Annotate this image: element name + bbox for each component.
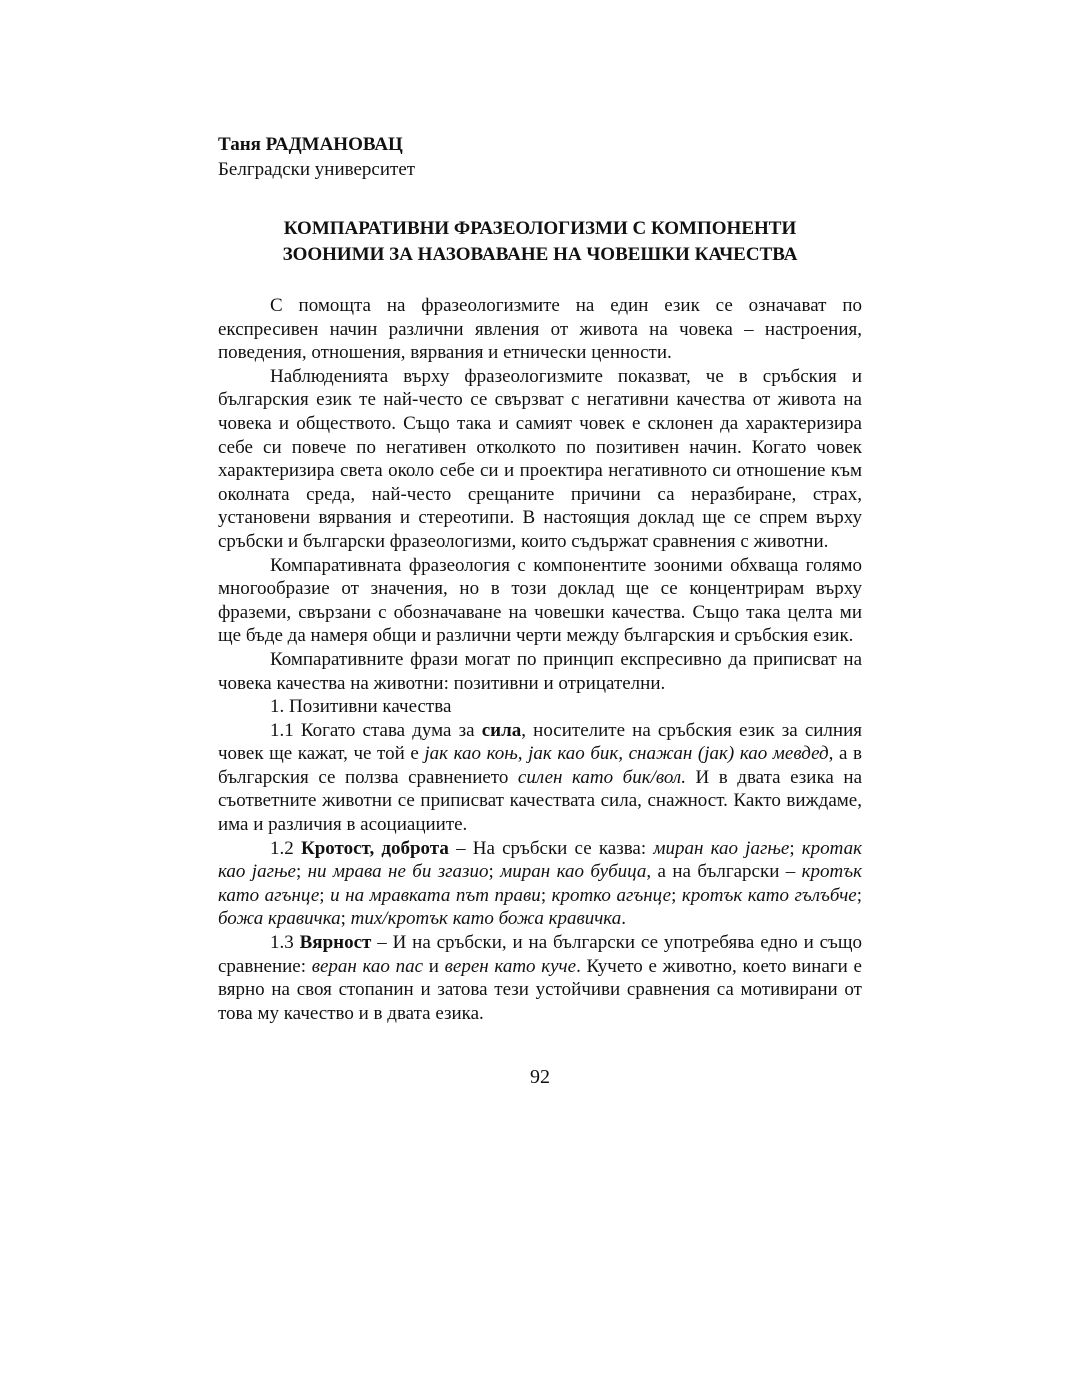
term-bold: сила (481, 719, 522, 741)
text-run: 1.3 (270, 932, 300, 954)
text-run: ; (488, 861, 501, 883)
text-run: , а на български – (646, 861, 802, 883)
example-italic: кротък като гълъбче (681, 884, 857, 906)
term-bold: Вярност (299, 932, 372, 954)
example-italic: тих/кротък като божа кравичка (350, 908, 622, 930)
author-affiliation: Белградски университет (218, 159, 416, 180)
example-italic: кротак као јагње (218, 837, 863, 883)
text-run: , носителите на сръбския език за силния човек ще кажат, че той е (218, 719, 862, 765)
text-run: ; (540, 884, 552, 906)
paragraph-4: Компаративните фрази могат по принцип експресивно да приписват на човека качества на животни: позитивни и отрицателни. (218, 648, 862, 694)
paragraph-1: С помощта на фразеологизмите на един език се означават по експресивен начин различни явления от живота на човека – настроения, поведения, отношения, вярвания и етнически ценности. (218, 295, 862, 364)
text-run: и (423, 955, 445, 977)
text-run: – И на сръбски, и на български се употребява едно и също сравнение: (218, 932, 863, 977)
text-run: ; (671, 884, 682, 906)
example-italic: кротко агънце (551, 884, 672, 906)
paragraph-3: Компаративната фразеология с компонентите зооними обхваща голямо многообразие от значения, но в този доклад ще се концентрирам върху фраземи, свързани с обозначаване на човешки качества. Също така целта ми ще бъде да намеря общи и различни черти между българския и сръбския език. (218, 554, 862, 647)
paper-page (218, 132, 862, 1025)
text-run: – На сръбски се казва: (448, 837, 654, 859)
paper-title (218, 216, 862, 268)
text-run: ; (789, 837, 802, 859)
paragraph-strength (218, 719, 862, 837)
example-italic: верен като куче (444, 955, 577, 977)
example-italic: силен като бик/вол. (517, 766, 686, 788)
text-run: ; (856, 884, 862, 906)
text-run: ; (340, 908, 351, 930)
body-text (218, 294, 862, 1025)
paragraph-2: Наблюденията върху фразеологизмите показват, че в сръбския и българския език те най-често се свързват с негативни качества от живота на човека и обществото. Също така и самият човек е склонен да характеризира себе си повече по негативен отколкото по позитивен начин. Когато човек характеризира света около себе си и проектира негативното си отношение към околната среда, най-често срещаните причини са неразбиране, страх, установени вярвания и стереотипи. В настоящия доклад ще се спрем върху сръбски и български фразеологизми, които съдържат сравнения с животни. (218, 365, 862, 552)
text-run: , а в българския се ползва сравнението (218, 743, 862, 788)
text-run: И в двата езика на съответните животни се приписват качествата сила, снажност. Както виждаме, има и различия в асоциациите. (218, 766, 863, 836)
text-run: . Кучето е животно, което винаги е вярно на своя стопанин и затова тези устойчиви сравнения са мотивирани от това му качество и в двата езика. (218, 955, 862, 1024)
example-italic: кротък като агънце (218, 861, 863, 906)
text-run: ; (295, 861, 308, 883)
example-italic: миран као јагње (653, 837, 790, 859)
title-line-2: ЗООНИМИ ЗА НАЗОВАВАНЕ НА ЧОВЕШКИ КАЧЕСТВА (282, 244, 798, 265)
section-heading-positive: 1. Позитивни качества (270, 696, 452, 718)
text-run: 1.1 Когато става дума за (270, 719, 482, 741)
page-number: 92 (530, 1066, 550, 1088)
author-name: Таня РАДМАНОВАЦ (218, 134, 403, 155)
example-italic: божа кравичка (218, 908, 341, 930)
paragraph-meekness (218, 837, 862, 931)
example-italic: јак као коњ, јак као бик, снажан (јак) као мевдед (424, 743, 829, 765)
text-run: 1.2 (270, 837, 301, 859)
example-italic: миран као бубица (500, 861, 647, 883)
title-line-1: КОМПАРАТИВНИ ФРАЗЕОЛОГИЗМИ С КОМПОНЕНТИ (283, 218, 797, 239)
term-bold: Кротост, доброта (300, 837, 449, 859)
paragraph-loyalty (218, 931, 862, 1025)
example-italic: и на мравката път прави (330, 884, 541, 906)
example-italic: веран као пас (311, 955, 424, 977)
example-italic: ни мрава не би згазио (307, 861, 489, 883)
text-run: . (621, 908, 626, 930)
text-run: ; (319, 884, 331, 906)
